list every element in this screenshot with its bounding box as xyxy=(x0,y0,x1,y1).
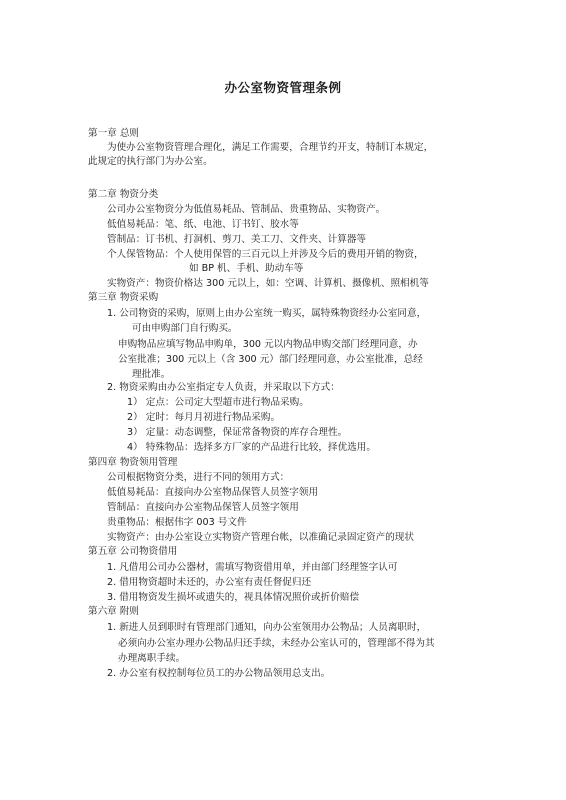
chapter-2-physical-assets: 实物资产：物资价格达 300 元以上，如：空调、计算机、摄像机、照相机等 xyxy=(107,278,429,289)
chapter-2-intro: 公司办公室物资分为低值易耗品、管制品、贵重物品、实物资产。 xyxy=(107,204,386,215)
chapter-3-method-3: 3） 定量：动态调整，保证常备物资的库存合理性。 xyxy=(127,427,348,438)
chapter-3-method-2: 2） 定时：每月月初进行物品采购。 xyxy=(127,412,281,423)
chapter-5-item-3: 3. 借用物资发生损坏或遗失的，视具体情况照价或折价赔偿 xyxy=(107,592,360,603)
chapter-5-item-1: 1. 凡借用公司办公器材，需填写物资借用单，并由部门经理签字认可 xyxy=(107,562,398,573)
chapter-1-paragraph-line-2: 此规定的执行部门为办公室。 xyxy=(88,156,213,167)
chapter-5-item-2: 2. 借用物资超时未还的，办公室有责任督促归还 xyxy=(107,577,312,588)
chapter-3-item-1-line-2: 可由申购部门自行购买。 xyxy=(132,323,238,334)
chapter-3-method-4: 4） 特殊物品：选择多方厂家的产品进行比较，择优选用。 xyxy=(127,442,376,453)
chapter-2-heading: 第二章 物资分类 xyxy=(88,189,159,200)
chapter-1-paragraph-line-1: 为使办公室物资管理合理化，满足工作需要，合理节约开支，特制订本规定， xyxy=(107,142,434,153)
chapter-4-heading: 第四章 物资领用管理 xyxy=(88,457,178,468)
chapter-3-heading: 第三章 物资采购 xyxy=(88,292,159,303)
chapter-3-item-2: 2. 物资采购由办公室指定专人负责，并采取以下方式： xyxy=(107,382,340,393)
chapter-4-physical-assets: 实物资产：由办公室设立实物资产管理台帐，以准确记录固定资产的现状 xyxy=(107,532,414,543)
chapter-2-valuable-line-2: 如 BP 机、手机、助动车等 xyxy=(189,263,304,274)
chapter-3-method-1: 1） 定点：公司定大型超市进行物品采购。 xyxy=(127,397,309,408)
chapter-5-heading: 第五章 公司物资借用 xyxy=(88,546,178,557)
chapter-2-controlled: 管制品：订书机、打洞机、剪刀、美工刀、文件夹、计算器等 xyxy=(107,234,367,245)
chapter-3-item-1-line-1: 1. 公司物资的采购，原则上由办公室统一购买，属特殊物资经办公室同意， xyxy=(107,308,427,319)
chapter-2-low-value: 低值易耗品：笔、纸、电池、订书钉、胶水等 xyxy=(107,219,299,230)
chapter-3-item-1-line-3: 申购物品应填写物品申购单，300 元以内物品申购交部门经理同意，办 xyxy=(118,339,418,350)
chapter-6-heading: 第六章 附则 xyxy=(88,606,140,617)
chapter-3-item-1-line-5: 理批准。 xyxy=(132,369,171,380)
document-title: 办公室物资管理条例 xyxy=(224,80,342,95)
chapter-6-item-2: 2. 办公室有权控制每位员工的办公物品领用总支出。 xyxy=(107,668,331,679)
chapter-1-heading: 第一章 总则 xyxy=(88,128,140,139)
chapter-6-item-1-line-2: 必须向办公室办理办公物品归还手续，未经办公室认可的，管理部不得为其 xyxy=(118,638,435,649)
chapter-6-item-1-line-1: 1. 新进人员到职时有管理部门通知，向办公室领用办公物品；人员离职时， xyxy=(107,622,427,633)
chapter-4-valuable: 贵重物品：根据伟字 003 号文件 xyxy=(107,517,247,528)
chapter-3-item-1-line-4: 公室批准；300 元以上（含 300 元）部门经理同意，办公室批准，总经 xyxy=(118,354,423,365)
chapter-4-low-value: 低值易耗品：直接向办公室物品保管人员签字领用 xyxy=(107,487,319,498)
chapter-4-intro: 公司根据物资分类，进行不同的领用方式： xyxy=(107,472,290,483)
chapter-2-valuable-line-1: 个人保管物品：个人使用保管的三百元以上并涉及今后的费用开销的物资， xyxy=(107,249,424,260)
chapter-4-controlled: 管制品：直接向办公室物品保管人员签字领用 xyxy=(107,502,299,513)
chapter-6-item-1-line-3: 办理离职手续。 xyxy=(118,653,186,664)
